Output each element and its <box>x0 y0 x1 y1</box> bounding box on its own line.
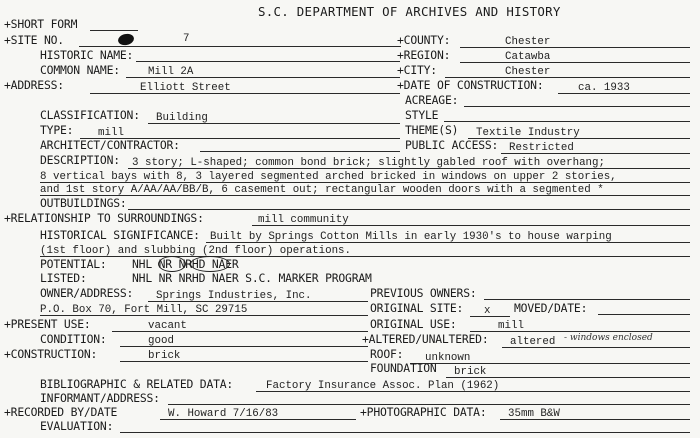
site-no-value[interactable]: 7 <box>183 33 190 45</box>
page-title: S.C. DEPARTMENT OF ARCHIVES AND HISTORY <box>258 4 561 19</box>
classification-value[interactable]: Building <box>156 112 208 124</box>
owner-value[interactable]: Springs Industries, Inc. <box>156 290 312 302</box>
common-name-line <box>126 77 400 78</box>
region-label: +REGION: <box>397 48 451 62</box>
themes-label: THEME(S) <box>405 123 459 137</box>
outbuildings-label: OUTBUILDINGS: <box>40 196 127 210</box>
biblio-value[interactable]: Factory Insurance Assoc. Plan (1962) <box>266 380 500 392</box>
recorded-value[interactable]: W. Howard 7/16/83 <box>168 408 279 420</box>
original-site-value[interactable]: x <box>484 305 491 317</box>
altered-line <box>502 347 690 348</box>
original-site-line <box>470 316 510 317</box>
classification-label: CLASSIFICATION: <box>40 108 140 122</box>
ink-blot <box>117 32 135 46</box>
city-label: +CITY: <box>397 63 437 77</box>
region-line <box>460 62 690 63</box>
address-value[interactable]: Elliott Street <box>140 82 231 94</box>
outbuildings-line <box>128 209 690 210</box>
owner-label: OWNER/ADDRESS: <box>40 286 134 300</box>
foundation-line <box>446 377 690 378</box>
description-rule-3 <box>40 195 690 196</box>
construction-line <box>120 361 368 362</box>
public-access-line <box>501 153 690 154</box>
common-name-label: COMMON NAME: <box>40 63 120 77</box>
city-value[interactable]: Chester <box>505 66 551 78</box>
date-label: +DATE OF CONSTRUCTION: <box>397 78 544 92</box>
present-use-label: +PRESENT USE: <box>4 317 91 331</box>
acreage-label: ACREAGE: <box>405 93 459 107</box>
description-label: DESCRIPTION: <box>40 153 120 167</box>
biblio-line <box>256 391 690 392</box>
owner-line <box>148 301 368 302</box>
type-value[interactable]: mill <box>98 127 124 139</box>
architect-label: ARCHITECT/CONTRACTOR: <box>40 138 180 152</box>
roof-value[interactable]: unknown <box>425 352 471 364</box>
description-line-3[interactable]: and 1st story A/AA/AA/BB/B, 6 casement out; rectangular wooden doors with a segmented * <box>40 184 604 196</box>
construction-label: +CONSTRUCTION: <box>4 347 98 361</box>
address-line <box>90 93 400 94</box>
altered-value[interactable]: altered <box>510 336 556 348</box>
potential-options[interactable]: NHL NR NRHD NAER <box>132 257 239 271</box>
condition-label: CONDITION: <box>40 332 107 346</box>
photo-label: +PHOTOGRAPHIC DATA: <box>360 405 487 419</box>
present-use-value[interactable]: vacant <box>148 320 187 332</box>
type-label: TYPE: <box>40 123 74 137</box>
relationship-value[interactable]: mill community <box>258 214 349 226</box>
previous-owners-line <box>484 299 690 300</box>
architect-line <box>200 151 400 152</box>
relationship-line <box>252 225 690 226</box>
classification-line <box>148 123 400 124</box>
description-rule-2 <box>40 182 690 183</box>
significance-label: HISTORICAL SIGNIFICANCE: <box>40 228 200 242</box>
potential-label: POTENTIAL: <box>40 257 107 271</box>
listed-label: LISTED: <box>40 271 87 285</box>
acreage-line <box>464 106 690 107</box>
recorded-label: +RECORDED BY/DATE <box>4 405 118 419</box>
address-label: +ADDRESS: <box>4 78 64 92</box>
listed-options[interactable]: NHL NR NRHD NAER S.C. MARKER PROGRAM <box>132 271 372 285</box>
nrhd-circle-mark <box>190 256 230 272</box>
roof-line <box>410 363 690 364</box>
roof-label: ROOF: <box>370 347 404 361</box>
historic-name-label: HISTORIC NAME: <box>40 48 134 62</box>
description-line-2[interactable]: 8 vertical bays with 8, 3 layered segmented arched bricked in windows on upper 2 stories, <box>40 171 617 183</box>
county-value[interactable]: Chester <box>505 36 551 48</box>
style-label: STYLE <box>405 108 439 122</box>
common-name-value[interactable]: Mill 2A <box>148 66 194 78</box>
description-line-1[interactable]: 3 story; L-shaped; common bond brick; slightly gabled roof with overhang; <box>132 157 605 169</box>
historic-name-line <box>136 61 400 62</box>
short-form-line <box>90 30 138 31</box>
region-value[interactable]: Catawba <box>505 51 551 63</box>
description-rule-1 <box>128 168 690 169</box>
evaluation-label: EVALUATION: <box>40 419 114 433</box>
themes-value[interactable]: Textile Industry <box>476 127 580 139</box>
biblio-label: BIBLIOGRAPHIC & RELATED DATA: <box>40 377 234 391</box>
owner-address[interactable]: P.O. Box 70, Fort Mill, SC 29715 <box>40 304 248 316</box>
site-no-line <box>79 46 401 47</box>
condition-line <box>120 346 368 347</box>
significance-line-1[interactable]: Built by Springs Cotton Mills in early 1930's to house warping <box>210 231 612 243</box>
present-use-line <box>112 331 368 332</box>
significance-line-2[interactable]: (1st floor) and slubbing (2nd floor) operations. <box>40 245 352 257</box>
photo-value[interactable]: 35mm B&W <box>508 408 560 420</box>
site-no-label: +SITE NO. <box>4 33 64 47</box>
foundation-value[interactable]: brick <box>454 366 487 378</box>
photo-line <box>500 419 690 420</box>
date-line <box>558 93 690 94</box>
original-use-line <box>470 331 690 332</box>
construction-value[interactable]: brick <box>148 350 181 362</box>
original-use-label: ORIGINAL USE: <box>370 317 457 331</box>
moved-line <box>598 314 690 315</box>
relationship-label: +RELATIONSHIP TO SURROUNDINGS: <box>4 211 204 225</box>
short-form-label: +SHORT FORM <box>4 17 78 31</box>
previous-owners-label: PREVIOUS OWNERS: <box>370 286 477 300</box>
informant-label: INFORMANT/ADDRESS: <box>40 391 160 405</box>
public-access-label: PUBLIC ACCESS: <box>405 138 499 152</box>
public-access-value[interactable]: Restricted <box>509 142 574 154</box>
evaluation-line <box>120 432 690 433</box>
altered-handwritten-note: - windows enclosed <box>564 333 653 343</box>
themes-line <box>468 138 690 139</box>
nr-circle-mark <box>158 256 186 272</box>
original-use-value[interactable]: mill <box>498 320 524 332</box>
recorded-line <box>160 419 356 420</box>
significance-rule-1 <box>206 242 690 243</box>
altered-label: +ALTERED/UNALTERED: <box>362 332 489 346</box>
owner-address-line <box>40 315 368 316</box>
moved-label: MOVED/DATE: <box>514 301 588 315</box>
date-value[interactable]: ca. 1933 <box>578 82 630 94</box>
condition-value[interactable]: good <box>148 335 174 347</box>
original-site-label: ORIGINAL SITE: <box>370 301 464 315</box>
county-line <box>460 47 690 48</box>
foundation-label: FOUNDATION <box>370 361 437 375</box>
style-line <box>444 121 690 122</box>
county-label: +COUNTY: <box>397 33 451 47</box>
